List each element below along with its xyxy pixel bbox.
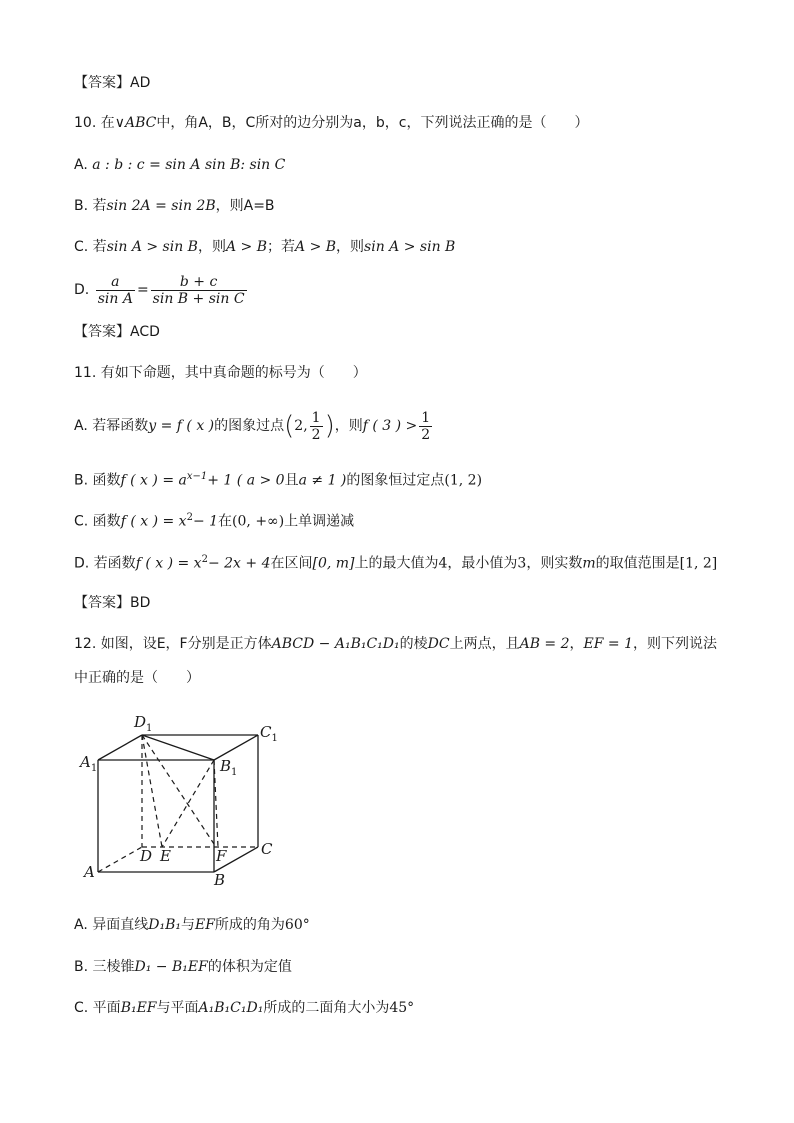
min-value: 3 (517, 555, 527, 572)
angle-value: 45° (389, 1000, 415, 1016)
q11-option-b (74, 467, 482, 491)
option-math: A > B (225, 239, 268, 255)
option-math: sin 2A = sin 2B (106, 198, 216, 214)
edge-A1D1 (98, 735, 142, 760)
option-text: 所成的角为 (214, 917, 285, 933)
equals-sign: = (136, 282, 149, 298)
q10-stem (74, 113, 588, 133)
fraction (419, 410, 432, 443)
q12-option-a (74, 915, 310, 935)
option-math: − 1 (192, 513, 219, 530)
option-math: f ( 3 ) > (362, 418, 418, 434)
option-text: ， (569, 636, 584, 652)
length-ef: EF = 1 (583, 636, 633, 652)
exponent: 2 (186, 512, 193, 523)
option-text: 与平面 (156, 1000, 199, 1016)
edge-name: DC (427, 636, 450, 652)
option-text: ，则 (336, 239, 365, 255)
option-text: 上两点，且 (449, 636, 520, 652)
left-paren: ( (284, 411, 295, 441)
variable: m (582, 555, 596, 572)
fraction-numerator: a (96, 274, 135, 291)
option-text: 的图象恒过定点 (346, 472, 445, 489)
q11-option-c (74, 508, 354, 532)
answer-value: BD (130, 595, 151, 611)
fraction-denominator: sin A (97, 290, 133, 307)
option-text: A. 若幂函数 (74, 418, 149, 434)
label-B1: $B_1$ (220, 757, 238, 778)
segment-B1E (162, 760, 214, 847)
answer-label: 【答案】 (74, 595, 130, 611)
option-label: D. (74, 282, 90, 298)
option-text: 中正确的是（ ） (74, 670, 200, 686)
option-math: f ( x ) = x (135, 555, 202, 572)
answer-label: 【答案】 (74, 75, 130, 91)
option-tail: ，则A=B (215, 198, 275, 214)
label-A1: $A_1$ (80, 753, 98, 774)
option-text: 的取值范围是 (595, 555, 680, 572)
fraction-numerator: 1 (311, 409, 321, 426)
right-paren: ) (324, 411, 335, 441)
fraction-denominator: 2 (421, 426, 431, 443)
fraction-numerator: 1 (421, 409, 431, 426)
exponent: 2 (201, 554, 208, 565)
fraction (310, 410, 323, 443)
q11-option-d (74, 550, 717, 574)
option-math: − 2x + 4 (207, 555, 271, 572)
option-math: f ( x ) = x (120, 513, 187, 530)
option-text: 的体积为定值 (207, 959, 292, 975)
option-text: B. 函数 (74, 472, 121, 489)
line-name: EF (194, 917, 215, 933)
q12-stem-line1 (74, 634, 717, 654)
label-F: F (216, 847, 227, 865)
option-math: A > B (295, 239, 337, 255)
plane-name: A₁B₁C₁D₁ (198, 1000, 264, 1016)
label-D1: $D_1$ (134, 713, 153, 734)
q11-stem (74, 363, 367, 383)
q10-stem-suffix: 中，角A，B，C所对的边分别为a，b，c，下列说法正确的是（ ） (156, 115, 589, 131)
q10-answer-line (74, 322, 160, 342)
answer-label: 【答案】 (74, 324, 130, 340)
option-text: C. 平面 (74, 1000, 121, 1016)
option-math: f ( x ) = a (120, 472, 187, 489)
option-label: A. (74, 157, 88, 173)
option-text: ，则实数 (526, 555, 583, 572)
option-text: 所成的二面角大小为 (263, 1000, 390, 1016)
segment-D1E (142, 735, 162, 847)
q10-option-a (74, 155, 285, 175)
option-text: ；若 (267, 239, 296, 255)
option-text: B. 三棱锥 (74, 959, 135, 975)
option-text: ，则 (334, 418, 363, 434)
cube-figure (74, 705, 294, 885)
answer-value: AD (130, 75, 151, 91)
diagonal-D1B1 (142, 735, 214, 760)
q11-answer-line (74, 593, 150, 613)
point-coordinate: 2, (294, 418, 308, 434)
length-ab: AB = 2 (519, 636, 570, 652)
line-name: D₁B₁ (148, 917, 181, 933)
option-text: 12. 如图，设E，F分别是正方体 (74, 636, 272, 652)
option-math: a ≠ 1 ) (298, 472, 347, 489)
q12-option-c (74, 998, 414, 1018)
q12-option-b (74, 957, 292, 977)
q10-stem-prefix: 10. 在 (74, 115, 115, 131)
option-math: a : b : c = sin A sin B: sin C (92, 157, 286, 173)
range: [1, 2] (679, 555, 718, 572)
q10-option-c (74, 237, 455, 257)
option-text: 在区间 (270, 555, 313, 572)
q9-answer-line (74, 73, 150, 93)
label-E: E (160, 847, 171, 865)
option-math: + 1 ( a > 0 (207, 472, 285, 489)
angle-value: 60° (284, 917, 310, 933)
max-value: 4 (438, 555, 448, 572)
option-text: 上的最大值为 (354, 555, 439, 572)
option-math: sin A > sin B (106, 239, 198, 255)
option-math: sin A > sin B (364, 239, 456, 255)
fraction-denominator: sin B + sin C (152, 290, 245, 307)
option-text: C. 函数 (74, 513, 121, 530)
option-text: A. 异面直线 (74, 917, 149, 933)
option-text: ，最小值为 (447, 555, 518, 572)
q10-triangle: ∨ABC (114, 115, 157, 131)
fraction (96, 274, 135, 307)
q10-option-d (74, 272, 249, 308)
label-B: B (214, 871, 226, 885)
solid-name: D₁ − B₁EF (134, 959, 208, 975)
option-text: 且 (284, 472, 299, 489)
cube-name: ABCD − A₁B₁C₁D₁ (271, 636, 400, 652)
option-text: ，则下列说法 (633, 636, 717, 652)
option-text: 与 (180, 917, 195, 933)
option-text: 上单调递减 (284, 513, 355, 530)
edge-AD-hidden (98, 847, 142, 872)
interval: (0, +∞) (232, 513, 285, 530)
fraction (151, 274, 247, 307)
q11-stem-text: 11. 有如下命题，其中真命题的标号为（ ） (74, 365, 367, 381)
option-text: 的图象过点 (214, 418, 285, 434)
option-text: D. 若函数 (74, 555, 136, 572)
q10-option-b (74, 196, 275, 216)
answer-value: ACD (130, 324, 160, 340)
option-math: y = f ( x ) (148, 418, 215, 434)
fraction-numerator: b + c (151, 274, 247, 291)
plane-name: B₁EF (120, 1000, 157, 1016)
option-text: ，则 (197, 239, 226, 255)
label-C1: $C_1$ (260, 723, 278, 744)
q11-option-a (74, 408, 434, 444)
interval: [0, m] (312, 555, 355, 572)
label-A: A (84, 863, 95, 881)
label-D: D (140, 847, 153, 865)
option-label: C. 若 (74, 239, 107, 255)
option-text: 的棱 (399, 636, 428, 652)
option-text: 在 (218, 513, 233, 530)
fraction-denominator: 2 (311, 426, 321, 443)
segment-D1F (142, 735, 216, 847)
option-label: B. 若 (74, 198, 107, 214)
exponent: x−1 (186, 471, 208, 482)
q12-stem-line2 (74, 668, 200, 688)
point-coordinate: (1, 2) (444, 472, 483, 489)
label-C: C (261, 840, 273, 858)
